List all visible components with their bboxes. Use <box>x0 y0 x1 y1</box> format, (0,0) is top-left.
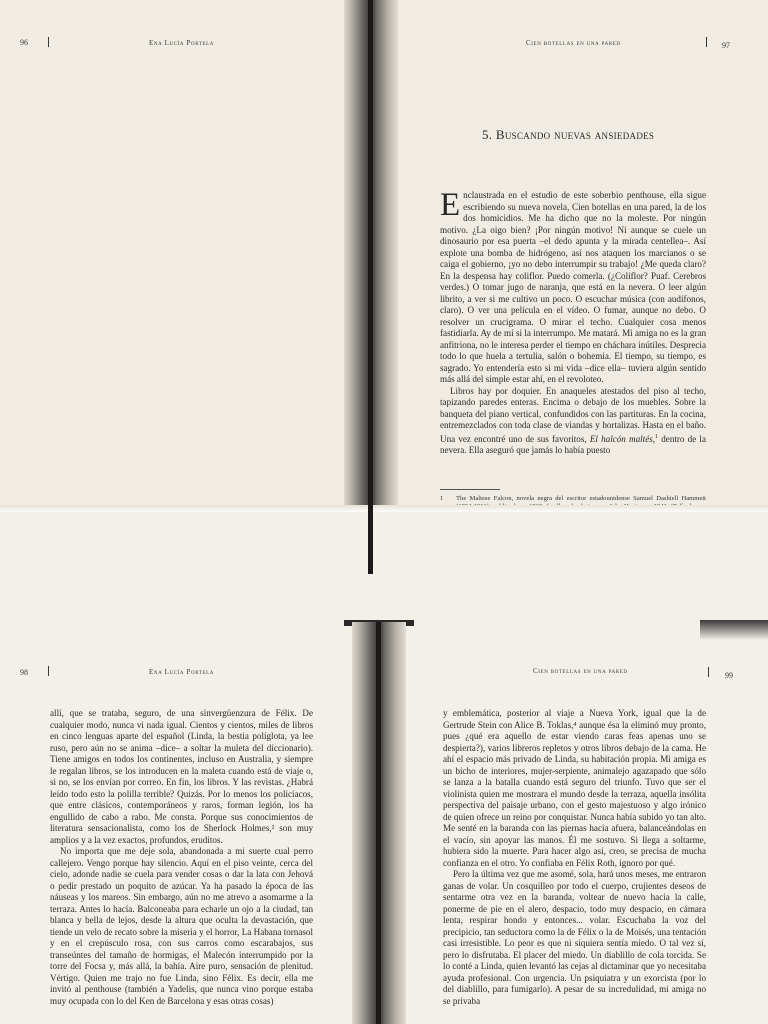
scan-edge-shadow <box>700 620 768 640</box>
footnote-text: The Maltese Falcon, novela negra del escritor estadounidense Samuel Dashiell Hammett <box>456 495 706 502</box>
paragraph: No importa que me deje sola, abandonada a mi suerte cual perro callejero. Vengo porque hay silencio. Aquí en el piso veinte, cerca del cielo, adonde nadie se cuela para vender cosas o dar la lata con Jehová o pedir prestado un poquito de azúcar. Ya ha pasado la época de las náuseas y los mareos. Sin embargo, aún no me atrevo a asomarme a la terraza. Antes lo hacía. Balconeaba para echarle un ojo a la ciudad, tan blanca y bella de lejos, desde la altura que oculta la devastación, que tiende un velo de recato sobre la miseria y el horror, La Habana tornasol y en el crepúsculo rosa, con sus carros como escarabajos, sus transeúntes del tamaño de hormigas, el Malecón interrumpido por la torre del Focsa y, más allá, la bahía. Aire puro, sensación de plenitud. Vértigo. Quien me trajo no fue Linda, sino Félix. Es decir, ella me invitó al penthouse (también a Yadelis, que nunca vino porque estaba muy ocupada con lo del Ken de Barcelona y esas otras cosas) <box>50 846 313 1006</box>
page-98-body <box>50 708 313 1007</box>
page-number-98: 98 <box>20 668 28 677</box>
page-number-97: 97 <box>722 41 730 50</box>
paragraph: y emblemática, posterior al viaje a Nueva York, igual que la de Gertrude Stein con Alice B. Toklas,⁴ aunque ésa la eliminó muy pronto, pues ¿qué era aquello de estar viendo caras feas apenas uno se despierta?), varios libreros repletos y otros libros debajo de la cama. He ahí el espacio más privado de Linda, su habitación propia. Mi amiga es un bicho de interiores, mujer-serpiente, animalejo agazapado que sólo se lanza a la batalla cuando está seguro del triunfo. Tuvo que ser el violinista quien me mostrara el mundo desde la terraza, aquella insólita perspectiva del paisaje urbano, con el gesto majestuoso y algo irónico de quien ofrece un reino por conquistar. Nunca había subido yo tan alto. Me senté en la baranda con las piernas hacia afuera, balanceándolas en el vacío, sin apoyar las manos. Él me sostuvo. Si llega a soltarme, hubiera sido la muerte. Para hacer algo así, creo, se precisa de mucha confianza en el otro. Yo confiaba en Félix Roth, ignoro por qué. <box>443 708 706 868</box>
page-97-body <box>440 187 706 457</box>
running-head-author: Ena Lucía Portela <box>149 668 215 676</box>
book-spine <box>376 622 381 1024</box>
page-99-body <box>443 708 706 1007</box>
header-rule <box>48 37 49 47</box>
book-title: El halcón maltés, <box>589 433 656 444</box>
paragraph-text: dentro de la nevera. Ella aseguró que jamás lo había puesto <box>440 433 706 456</box>
book-gutter-shadow <box>346 622 412 1024</box>
bottom-spread <box>0 512 768 1024</box>
paragraph: Pero la última vez que me asomé, sola, hará unos meses, me entraron ganas de volar. Un cosquilleo por todo el cuerpo, crujientes deseos de sentarme otra vez en la baranda, voltear de nuevo hacia la calle, ponerme de pie en el alero, despacio, todo muy despacio, en cámara lenta, respirar hondo y entonces... volar. Escuchaba la voz del precipicio, tan seductora como la de Félix o la de Moisés, una tentación casi irresistible. Lo peor es que ni siquiera sentía miedo. O tal vez sí, pero lo disfrutaba. El placer del miedo. Un diablillo de cola torcida. Se lo conté a Linda, quien levantó las cejas al dictaminar que yo necesitaba ayuda profesional. Con urgencia. Un psiquiatra y un exorcista (por lo del diablillo, para fumigarlo). A pesar de su incredulidad, mi amiga no se privaba <box>443 869 706 1006</box>
running-head-title: Cien botellas en una pared <box>526 39 621 47</box>
book-gutter-shadow <box>338 0 404 574</box>
running-head-title: Cien botellas en una pared <box>533 667 628 675</box>
footnote-rule <box>440 489 500 490</box>
paragraph-text: nclaustrada en el estudio de este soberbio penthouse, ella sigue escribiendo su nueva novela, Cien botellas en una pared, la de los dos homicidios. Me ha dicho que no la moleste. Por ningún motivo. ¿La oigo bien? ¡Por ningún motivo! Ni aunque se cuele un dinosaurio por esa puerta –el dedo apunta y la mirada centellea–. Así explote una bomba de hidrógeno, así nos ataquen los marcianos o se caiga el gobierno, ¡yo no debo interrumpir su trabajo! ¿Me queda claro? En la despensa hay coliflor. Puedo comerla. (¿Coliflor? Puaf. Cerebros verdes.) O tomar jugo de naranja, que está en la nevera. O leer algún librito, a ver si me cultivo un poco. O escuchar música (con audífonos, claro). O ver una película en el vídeo. O fumar, aunque no debo. O resolver un crucigrama. O mirar el techo. Cualquier cosa menos fastidiarla. Ay de mí si la interrumpo. Me matará. Mi amiga no es la gran anfitriona, no le interesa perder el tiempo en cháchara inútiles. Desprecia todo lo que huela a tertulia, salón o bohemia. El tiempo, su tiempo, es sagrado. Yo entendería esto si mi vida –dice ella– tuviera algún sentido más allá del simple estar ahí, en el revoloteo. <box>440 190 706 384</box>
running-head-author: Ena Lucía Portela <box>149 39 215 47</box>
drop-cap: E <box>440 187 461 223</box>
paragraph-text: Libros hay por doquier. En anaqueles atestados del piso al techo, tapizando paredes enteras. Encima o debajo de los muebles. Sobre la banqueta del piano vertical, confundidos con las partituras. En la cocina, entremezclados con toda clase de viandas y hortalizas. Hasta en el baño. Una vez encontré uno de sus favoritos, <box>440 385 706 444</box>
paragraph <box>440 187 706 386</box>
header-rule <box>48 666 49 676</box>
header-rule <box>708 667 709 677</box>
paragraph <box>440 386 706 457</box>
paragraph: allí, que se trataba, seguro, de una sinvergüenzura de Félix. De cualquier modo, nunca vi nada igual. Cientos y cientos, miles de libros en cinco lenguas aparte del español (Linda, la bestia políglota, ya lee ruso, pero aún no se anima –dice– a soltar la muleta del diccionario). Tiene amigos en todos los continentes, incluso en Australia, y siempre le regalan libros, se los introducen en la maleta cuando está de viaje o, si no, se los envían por correo. En fin, los libros. Y las revistas. ¿Habrá leído todo esto la polilla terrible? Quizás. Por lo menos los policíacos, que entre clásicos, contemporáneos y raros, forman legión, los ha engullido de cabo a rabo. Me consta. Porque sus conocimientos de literatura sensacionalista, como los de Sherlock Holmes,² son muy amplios y a la vez exactos, profundos, eruditos. <box>50 708 313 845</box>
footnote-marker: 1 <box>655 433 659 440</box>
footnote-number: 1 <box>440 495 444 502</box>
book-spine <box>368 0 373 574</box>
chapter-title: 5. Buscando nuevas ansiedades <box>482 127 655 142</box>
header-rule <box>706 37 707 47</box>
page-number-96: 96 <box>20 38 28 47</box>
page-number-99: 99 <box>725 671 733 680</box>
